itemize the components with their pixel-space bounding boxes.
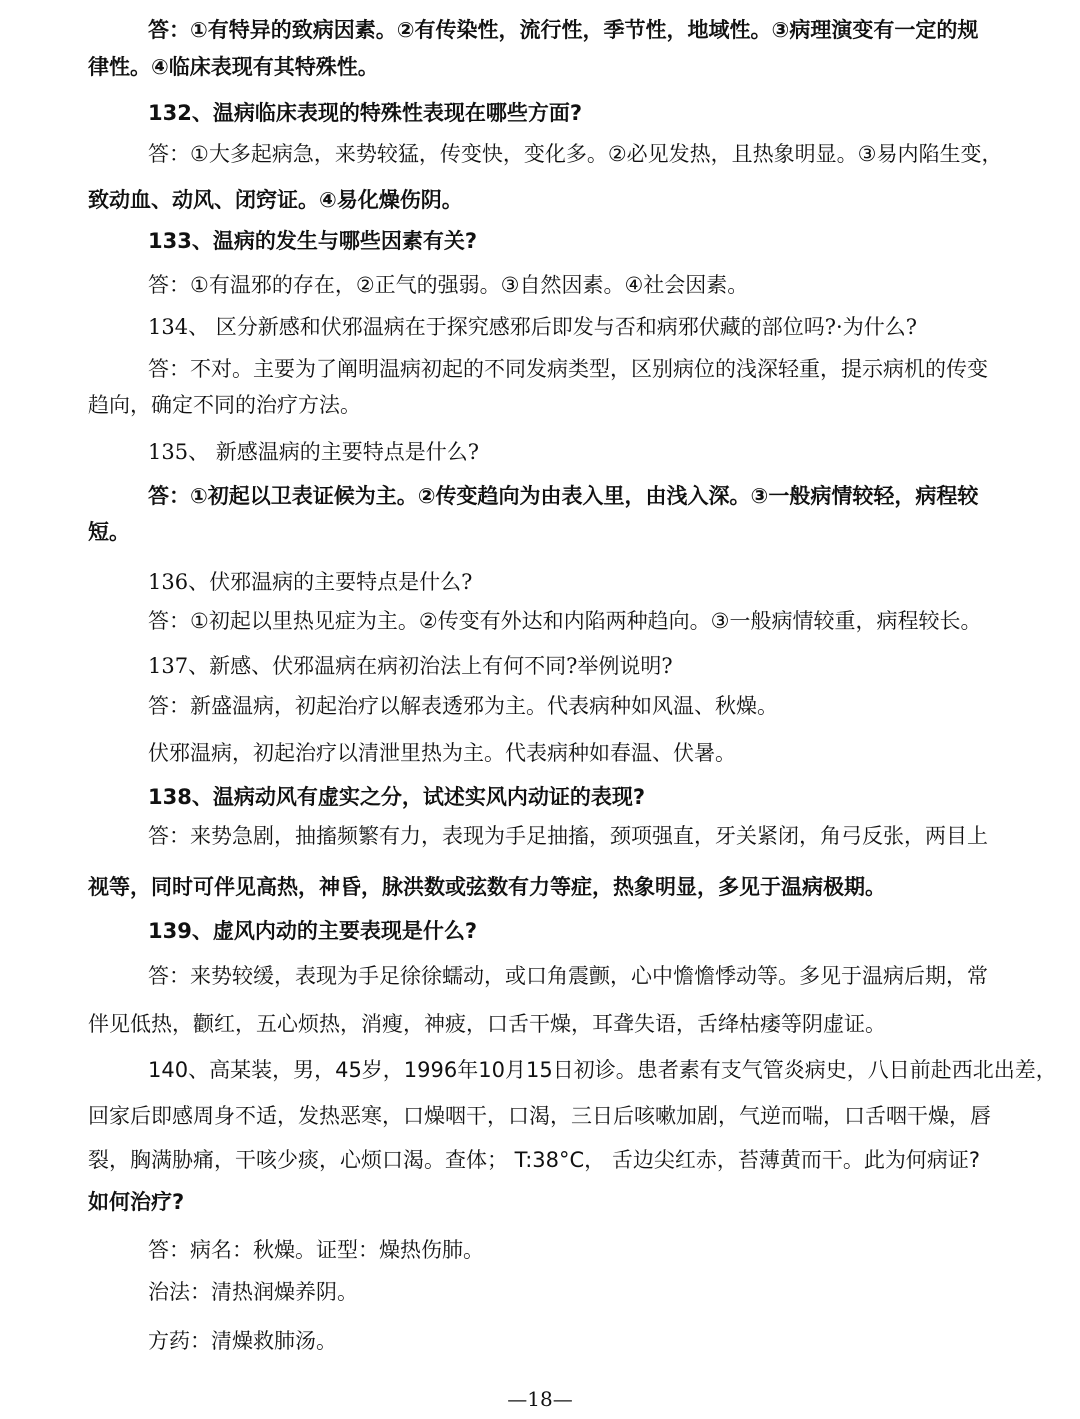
question-135: 135、 新感温病的主要特点是什么? — [148, 440, 480, 464]
text-line-7: 答：①有温邪的存在，②正气的强弱。③自然因素。④社会因素。 — [148, 273, 749, 297]
text-line-20: 答：来势急剧，抽搐频繁有力，表现为手足抽搐，颈项强直，牙关紧闭，角弓反张，两目上 — [148, 824, 988, 848]
question-133: 133、温病的发生与哪些因素有关? — [148, 229, 478, 253]
question-140: 140、高某装，男，45岁，1996年10月15日初诊。患者素有支气管炎病史，八日前赴西北出差， — [148, 1058, 1057, 1082]
text-line-5: 致动血、动风、闭窍证。④易化燥伤阴。 — [88, 188, 463, 212]
text-line-21: 视等，同时可伴见高热，神昏，脉洪数或弦数有力等症，热象明显，多见于温病极期。 — [88, 875, 886, 899]
text-line-4: 答：①大多起病急，来势较猛，传变快，变化多。②必见发热，且热象明显。③易内陷生变， — [148, 142, 1003, 166]
text-line-1: 答：①有特异的致病因素。②有传染性，流行性，季节性，地域性。③病理演变有一定的规 — [148, 18, 979, 42]
question-139: 139、虚风内动的主要表现是什么? — [148, 919, 478, 943]
text-line-17: 答：新盛温病，初起治疗以解表透邪为主。代表病种如风温、秋燥。 — [148, 694, 778, 718]
text-line-30: 治法：清热润燥养阴。 — [148, 1280, 358, 1304]
question-136: 136、伏邪温病的主要特点是什么? — [148, 570, 473, 594]
text-line-31: 方药：清燥救肺汤。 — [148, 1329, 337, 1353]
text-line-27: 裂，胸满胁痛，干咳少痰，心烦口渴。查体； T:38°C， 舌边尖红赤，苔薄黄而干。此为何病证? — [88, 1148, 980, 1172]
text-line-24: 伴见低热，颧红，五心烦热，消瘦，神疲，口舌干燥，耳聋失语，舌绛枯痿等阴虚证。 — [88, 1012, 886, 1036]
question-134: 134、 区分新感和伏邪温病在于探究感邪后即发与否和病邪伏藏的部位吗?·为什么? — [148, 315, 917, 339]
question-138: 138、温病动风有虚实之分，试述实风内动证的表现? — [148, 785, 646, 809]
text-line-10: 趋向，确定不同的治疗方法。 — [88, 393, 361, 417]
text-line-12: 答：①初起以卫表证候为主。②传变趋向为由表入里，由浅入深。③一般病情较轻，病程较 — [148, 484, 979, 508]
text-line-2: 律性。④临床表现有其特殊性。 — [88, 55, 379, 79]
text-line-9: 答：不对。主要为了阐明温病初起的不同发病类型，区别病位的浅深轻重，提示病机的传变 — [148, 357, 988, 381]
question-137: 137、新感、伏邪温病在病初治法上有何不同?举例说明? — [148, 654, 673, 678]
text-line-18: 伏邪温病，初起治疗以清泄里热为主。代表病种如春温、伏暑。 — [148, 741, 736, 765]
text-line-15: 答：①初起以里热见症为主。②传变有外达和内陷两种趋向。③一般病情较重，病程较长。 — [148, 609, 982, 633]
text-line-13: 短。 — [88, 520, 130, 544]
text-line-23: 答：来势较缓，表现为手足徐徐蠕动，或口角震颤，心中憺憺悸动等。多见于温病后期，常 — [148, 964, 988, 988]
text-line-28: 如何治疗? — [88, 1190, 185, 1214]
page-number: —18— — [507, 1387, 573, 1411]
question-132: 132、温病临床表现的特殊性表现在哪些方面? — [148, 101, 583, 125]
text-line-29: 答：病名：秋燥。证型：燥热伤肺。 — [148, 1238, 484, 1262]
text-line-26: 回家后即感周身不适，发热恶寒，口燥咽干，口渴，三日后咳嗽加剧，气逆而喘，口舌咽干燥，唇 — [88, 1104, 991, 1128]
